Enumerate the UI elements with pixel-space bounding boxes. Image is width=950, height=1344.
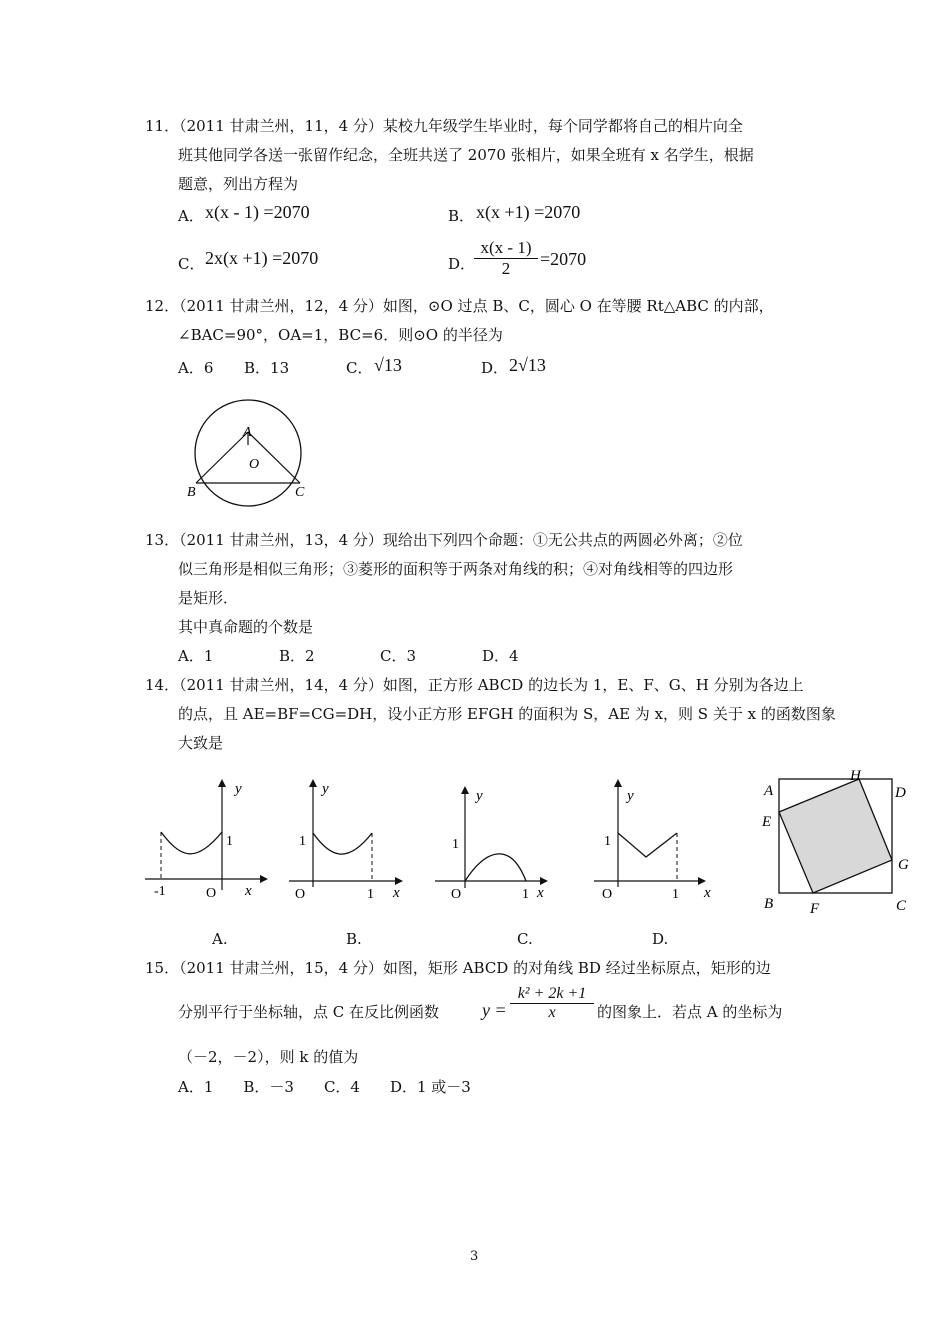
q12-option-d-label: D． <box>481 359 509 377</box>
q15-line1: 15．（2011 甘肃兰州，15，4 分）如图，矩形 ABCD 的对角线 BD 经过坐标原点，矩形的边 <box>145 959 771 977</box>
q12-circle-figure <box>180 405 320 510</box>
q15-line2b: 的图象上．若点 A 的坐标为 <box>597 1003 783 1021</box>
y-axis-arrow <box>218 779 226 787</box>
q11-line2: 班其他同学各送一张留作纪念，全班共送了 2070 张相片，如果全班有 x 名学生，根据 <box>178 146 754 164</box>
x-axis-arrow <box>260 875 268 883</box>
q14-graph-label-c: C. <box>517 930 533 948</box>
q13-line1: 13．（2011 甘肃兰州，13，4 分）现给出下列四个命题：①无公共点的两圆必外离；②位 <box>145 531 743 549</box>
label-a: A <box>764 783 774 799</box>
q15-line3: （－2，－2），则 k 的值为 <box>178 1048 359 1066</box>
q12-line2: ∠BAC=90°，OA=1，BC=6．则⊙O 的半径为 <box>178 326 503 344</box>
origin-label: O <box>295 887 306 902</box>
q15-fn-denominator: x <box>510 1003 594 1022</box>
q13-line4: 其中真命题的个数是 <box>178 618 314 636</box>
q13-option-c: C．3 <box>380 647 417 665</box>
q11-option-d-denominator: 2 <box>474 258 538 279</box>
q13-option-a: A．1 <box>178 647 214 665</box>
label-e: E <box>762 814 772 830</box>
origin-label: O <box>602 887 613 902</box>
q14-graph-a <box>140 775 270 905</box>
q11-option-a-expr: x(x - 1) =2070 <box>205 202 310 222</box>
label-f: F <box>810 901 820 917</box>
x-axis-arrow <box>395 877 403 885</box>
q12-option-c-label: C． <box>346 359 373 377</box>
curve <box>465 854 526 881</box>
x-label: x <box>537 885 544 901</box>
one-label: 1 <box>226 834 233 849</box>
q11-option-d-numerator: x(x - 1) <box>480 238 532 257</box>
q14-graph-label-d: D. <box>652 930 669 948</box>
q14-graph-label-b: B. <box>346 930 362 948</box>
y-axis-arrow <box>614 779 622 787</box>
y-axis-arrow <box>309 779 317 787</box>
y-axis-arrow <box>461 786 469 794</box>
vshape <box>618 833 677 857</box>
q14-graph-d <box>590 775 720 905</box>
q11-option-b-expr: x(x +1) =2070 <box>476 202 581 222</box>
circle-o <box>195 400 301 506</box>
q14-line1: 14．（2011 甘肃兰州，14，4 分）如图，正方形 ABCD 的边长为 1，E、F、G、H 分别为各边上 <box>145 676 804 694</box>
one-y-label: 1 <box>604 834 611 849</box>
label-b: B <box>764 896 774 912</box>
point-a-label: A <box>243 425 252 440</box>
q14-graph-c <box>430 780 560 905</box>
q15-options: A．1 B．－3 C．4 D．1 或－3 <box>178 1078 471 1096</box>
point-c-label: C <box>295 485 305 500</box>
q12-option-c-expr: √13 <box>374 355 402 375</box>
q11-option-d-fraction <box>474 238 538 279</box>
q11-option-b-label: B． <box>448 207 475 225</box>
q13-option-b: B．2 <box>279 647 315 665</box>
q14-line2: 的点，且 AE=BF=CG=DH，设小正方形 EFGH 的面积为 S，AE 为 x，则 S 关于 x 的函数图象 <box>178 705 836 723</box>
curve <box>161 832 222 854</box>
label-d: D <box>895 785 906 801</box>
label-c: C <box>896 898 907 914</box>
q15-line2a: 分别平行于坐标轴，点 C 在反比例函数 <box>178 1003 440 1021</box>
one-x-label: 1 <box>672 887 679 902</box>
q11-option-d-label: D． <box>448 255 476 273</box>
q11-option-d-rhs: =2070 <box>540 249 587 269</box>
q15-fn-numerator: k² + 2k +1 <box>517 985 587 1002</box>
q13-option-d: D．4 <box>482 647 519 665</box>
segment-ab <box>196 432 248 483</box>
y-label: y <box>476 788 483 804</box>
x-label: x <box>245 883 252 899</box>
square-efgh <box>779 779 892 893</box>
one-x-label: 1 <box>367 887 374 902</box>
q15-fn-lhs: y = <box>482 1000 507 1020</box>
q11-line3: 题意，列出方程为 <box>178 175 299 193</box>
y-label: y <box>322 781 329 797</box>
q12-line1: 12．（2011 甘肃兰州，12，4 分）如图，⊙O 过点 B、C，圆心 O 在等腰 Rt△ABC 的内部， <box>145 297 774 315</box>
x-label: x <box>704 885 711 901</box>
page-number: 3 <box>470 1249 479 1264</box>
one-y-label: 1 <box>452 837 459 852</box>
point-b-label: B <box>187 485 196 500</box>
label-g: G <box>898 857 909 873</box>
q11-option-c-expr: 2x(x +1) =2070 <box>205 248 319 268</box>
y-label: y <box>235 781 242 797</box>
point-o-label: O <box>249 457 260 472</box>
q13-line2: 似三角形是相似三角形；③菱形的面积等于两条对角线的积；④对角线相等的四边形 <box>178 560 734 578</box>
q14-graph-label-a: A. <box>212 930 228 948</box>
label-h: H <box>850 768 861 784</box>
q14-square-figure <box>755 765 925 925</box>
origin-label: O <box>206 886 217 901</box>
q12-option-b: B．13 <box>244 359 290 377</box>
q12-option-a: A．6 <box>178 359 214 377</box>
origin-label: O <box>451 887 462 902</box>
curve <box>313 833 372 854</box>
one-y-label: 1 <box>299 834 306 849</box>
q11-option-c-label: C． <box>178 255 205 273</box>
q15-fn-fraction <box>510 985 594 1022</box>
q11-option-a-label: A． <box>178 207 204 225</box>
q12-option-d-expr: 2√13 <box>509 355 546 375</box>
y-label: y <box>627 788 634 804</box>
q14-line3: 大致是 <box>178 734 224 752</box>
x-label: x <box>393 885 400 901</box>
x-axis-arrow <box>698 877 706 885</box>
q11-line1: 11．（2011 甘肃兰州，11，4 分）某校九年级学生毕业时，每个同学都将自己的相片向全 <box>145 117 743 135</box>
neg-one-label: -1 <box>154 884 166 899</box>
q14-graph-b <box>285 775 415 905</box>
x-axis-arrow <box>540 877 548 885</box>
q13-line3: 是矩形． <box>178 589 239 607</box>
one-x-label: 1 <box>522 887 529 902</box>
